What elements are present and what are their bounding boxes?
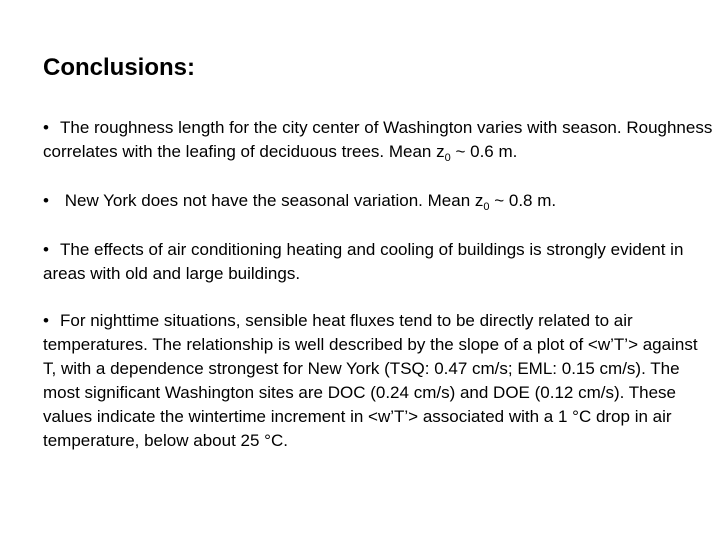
bullet-item-new-york bbox=[43, 189, 713, 215]
bullet-list bbox=[43, 116, 713, 476]
bullet-text: For nighttime situations, sensible heat fluxes tend to be directly related to air temperatures. The relationship is well described by the slope of a plot of <w’T’> against T, with a dependence strongest for New York (TSQ: 0.47 cm/s; EML: 0.15 cm/s). The most significant Washington sites are DOC (0.24 cm/s) and DOE (0.12 cm/s). These values indicate the wintertime increment in <w’T’> associated with a 1 °C drop in air temperature, below about 25 °C. bbox=[43, 311, 698, 450]
bullet-text-tail: ~ 0.6 m. bbox=[450, 142, 518, 161]
bullet-text: The roughness length for the city center of Washington varies with season. Roughness correlates with the leafing of deciduous trees. Mean z bbox=[43, 118, 713, 161]
bullet-text: The effects of air conditioning heating and cooling of buildings is strongly evident in areas with old and large buildings. bbox=[43, 240, 684, 283]
bullet-item-roughness-washington bbox=[43, 116, 713, 166]
bullet-marker: • bbox=[43, 118, 49, 137]
bullet-item-nighttime-heat-flux bbox=[43, 309, 713, 453]
bullet-marker: • bbox=[43, 191, 49, 210]
bullet-text: New York does not have the seasonal variation. Mean z bbox=[60, 191, 484, 210]
bullet-marker: • bbox=[43, 240, 49, 259]
bullet-marker: • bbox=[43, 311, 49, 330]
slide-title: Conclusions: bbox=[43, 54, 196, 81]
bullet-text-tail: ~ 0.8 m. bbox=[489, 191, 557, 210]
subscript: 0 bbox=[483, 201, 490, 213]
bullet-item-air-conditioning bbox=[43, 238, 713, 286]
subscript: 0 bbox=[444, 152, 451, 164]
